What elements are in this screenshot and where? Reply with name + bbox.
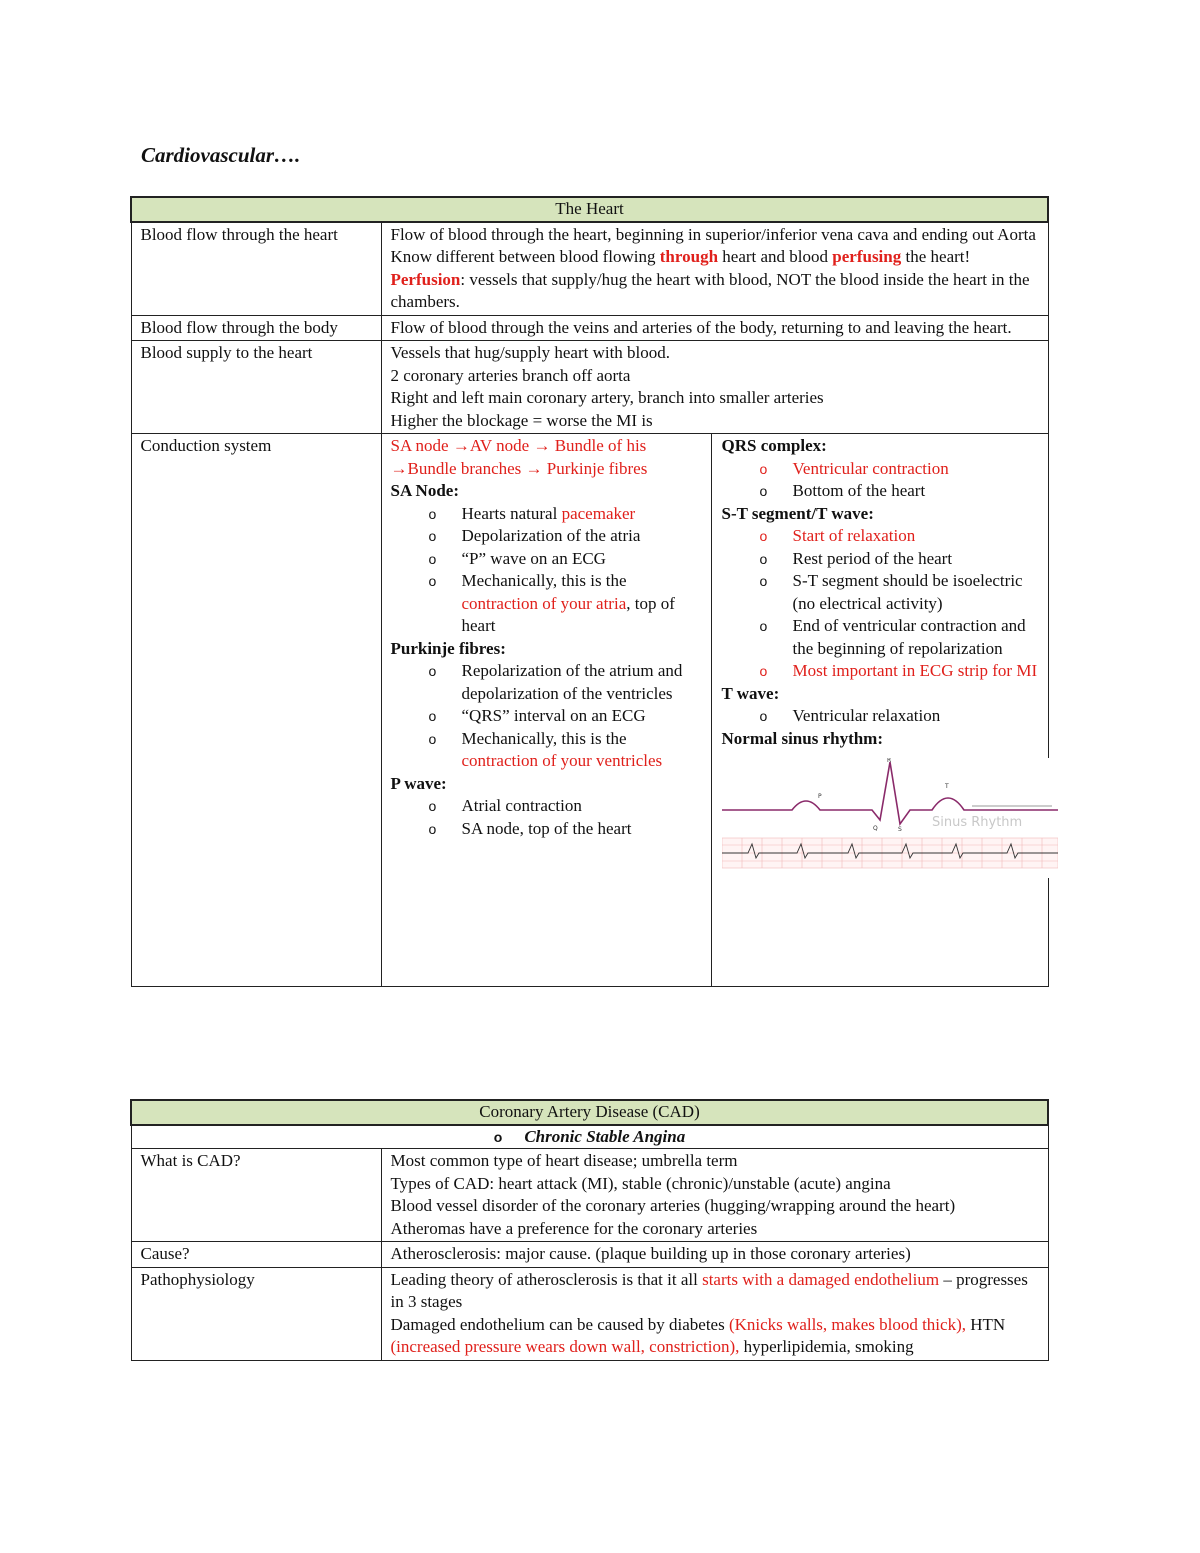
list-item: o SA node, top of the heart xyxy=(429,818,702,841)
heart-table xyxy=(130,196,1049,987)
cad-table xyxy=(130,1099,1049,1361)
ecg-label-s: S xyxy=(897,826,902,833)
p-wave-list xyxy=(391,795,702,840)
row-label: Blood supply to the heart xyxy=(131,341,381,434)
row-content: Atherosclerosis: major cause. (plaque building up in those coronary arteries) xyxy=(381,1242,1048,1268)
row-label: Blood flow through the body xyxy=(131,315,381,341)
row-label: Cause? xyxy=(131,1242,381,1268)
list-item: o Most important in ECG strip for MI xyxy=(760,660,1039,683)
table-row xyxy=(131,1267,1048,1360)
text-line: Vessels that hug/supply heart with blood. xyxy=(390,343,671,362)
section-heading: SA Node: xyxy=(390,481,459,500)
text-line: Flow of blood through the heart, beginning in superior/inferior vena cava and ending out Aorta xyxy=(390,224,1036,244)
qrs-list xyxy=(722,458,1039,503)
text-line: Most common type of heart disease; umbrella term xyxy=(390,1151,738,1170)
text-line: Damaged endothelium can be caused by diabetes (Knicks walls, makes blood thick), HTN (increased pressure wears down wall, constriction), hyperlipidemia, smoking xyxy=(390,1314,1006,1356)
row-label: Blood flow through the heart xyxy=(131,222,381,316)
list-item: o Ventricular contraction xyxy=(760,458,1039,481)
cad-subheader: o Chronic Stable Angina xyxy=(131,1125,1048,1149)
row-label: Pathophysiology xyxy=(131,1267,381,1360)
list-item: o S-T segment should be isoelectric (no electrical activity) xyxy=(760,570,1039,615)
text-line: Perfusion: vessels that supply/hug the heart with blood, NOT the blood inside the heart in the chambers. xyxy=(390,269,1030,311)
list-item: o Mechanically, this is the contraction of your atria, top of heart xyxy=(429,570,702,638)
purkinje-list xyxy=(391,660,702,773)
table-row xyxy=(131,434,1048,987)
row-content xyxy=(381,222,1048,316)
ecg-label-r: R xyxy=(886,758,891,764)
row-content xyxy=(381,1267,1048,1360)
ecg-sinus-rhythm-image xyxy=(722,758,1058,878)
text-line: Right and left main coronary artery, branch into smaller arteries xyxy=(390,388,824,407)
list-item: o End of ventricular contraction and the beginning of repolarization xyxy=(760,615,1039,660)
section-heading: S-T segment/T wave: xyxy=(721,503,874,523)
list-item: o Rest period of the heart xyxy=(760,548,1039,571)
list-item: o Mechanically, this is the contraction of your ventricles xyxy=(429,728,702,773)
list-item: o Bottom of the heart xyxy=(760,480,1039,503)
section-heading: QRS complex: xyxy=(721,436,827,455)
row-content xyxy=(381,1149,1048,1242)
section-heading: Normal sinus rhythm: xyxy=(721,728,884,748)
list-item: o Atrial contraction xyxy=(429,795,702,818)
table-row xyxy=(131,1149,1048,1242)
list-item: o Repolarization of the atrium and depolarization of the ventricles xyxy=(429,660,702,705)
row-label: What is CAD? xyxy=(131,1149,381,1242)
text-line: Types of CAD: heart attack (MI), stable (chronic)/unstable (acute) angina xyxy=(390,1173,891,1193)
list-item: o “QRS” interval on an ECG xyxy=(429,705,702,728)
ecg-label-p: P xyxy=(817,793,822,800)
ecg-label-q: Q xyxy=(872,825,878,832)
conduction-left-column xyxy=(381,434,711,987)
section-heading: Purkinje fibres: xyxy=(390,638,506,658)
page-title: Cardiovascular…. xyxy=(141,143,301,167)
text-line: Higher the blockage = worse the MI is xyxy=(390,410,653,430)
row-content: Flow of blood through the veins and arteries of the body, returning to and leaving the heart. xyxy=(381,315,1048,341)
list-item: o Ventricular relaxation xyxy=(760,705,1039,728)
row-content xyxy=(381,341,1048,434)
st-list xyxy=(722,525,1039,683)
t-wave-list xyxy=(722,705,1039,728)
pathway-text: SA node →AV node → Bundle of his →Bundle branches → Purkinje fibres xyxy=(390,436,648,478)
cad-table-header: Coronary Artery Disease (CAD) xyxy=(131,1100,1048,1125)
sa-node-list xyxy=(391,503,702,638)
section-heading: T wave: xyxy=(721,683,780,703)
section-heading: P wave: xyxy=(390,773,447,793)
text-line: Atheromas have a preference for the coronary arteries xyxy=(390,1218,758,1238)
row-label: Conduction system xyxy=(131,434,381,987)
text-line: Know different between blood flowing through heart and blood perfusing the heart! xyxy=(390,247,971,266)
table-row xyxy=(131,1242,1048,1268)
ecg-label-t: T xyxy=(944,783,949,790)
text-line: 2 coronary arteries branch off aorta xyxy=(390,365,631,385)
table-row xyxy=(131,341,1048,434)
table-row xyxy=(131,222,1048,316)
list-item: o “P” wave on an ECG xyxy=(429,548,702,571)
conduction-right-column xyxy=(711,434,1048,987)
table-row xyxy=(131,315,1048,341)
ecg-caption: Sinus Rhythm xyxy=(931,815,1022,830)
text-line: Leading theory of atherosclerosis is that it all starts with a damaged endothelium – progresses in 3 stages xyxy=(390,1269,1028,1311)
list-item: o Depolarization of the atria xyxy=(429,525,702,548)
text-line: Blood vessel disorder of the coronary arteries (hugging/wrapping around the heart) xyxy=(390,1196,956,1215)
heart-table-header: The Heart xyxy=(131,197,1048,222)
list-item: o Start of relaxation xyxy=(760,525,1039,548)
list-item: o Hearts natural pacemaker xyxy=(429,503,702,526)
